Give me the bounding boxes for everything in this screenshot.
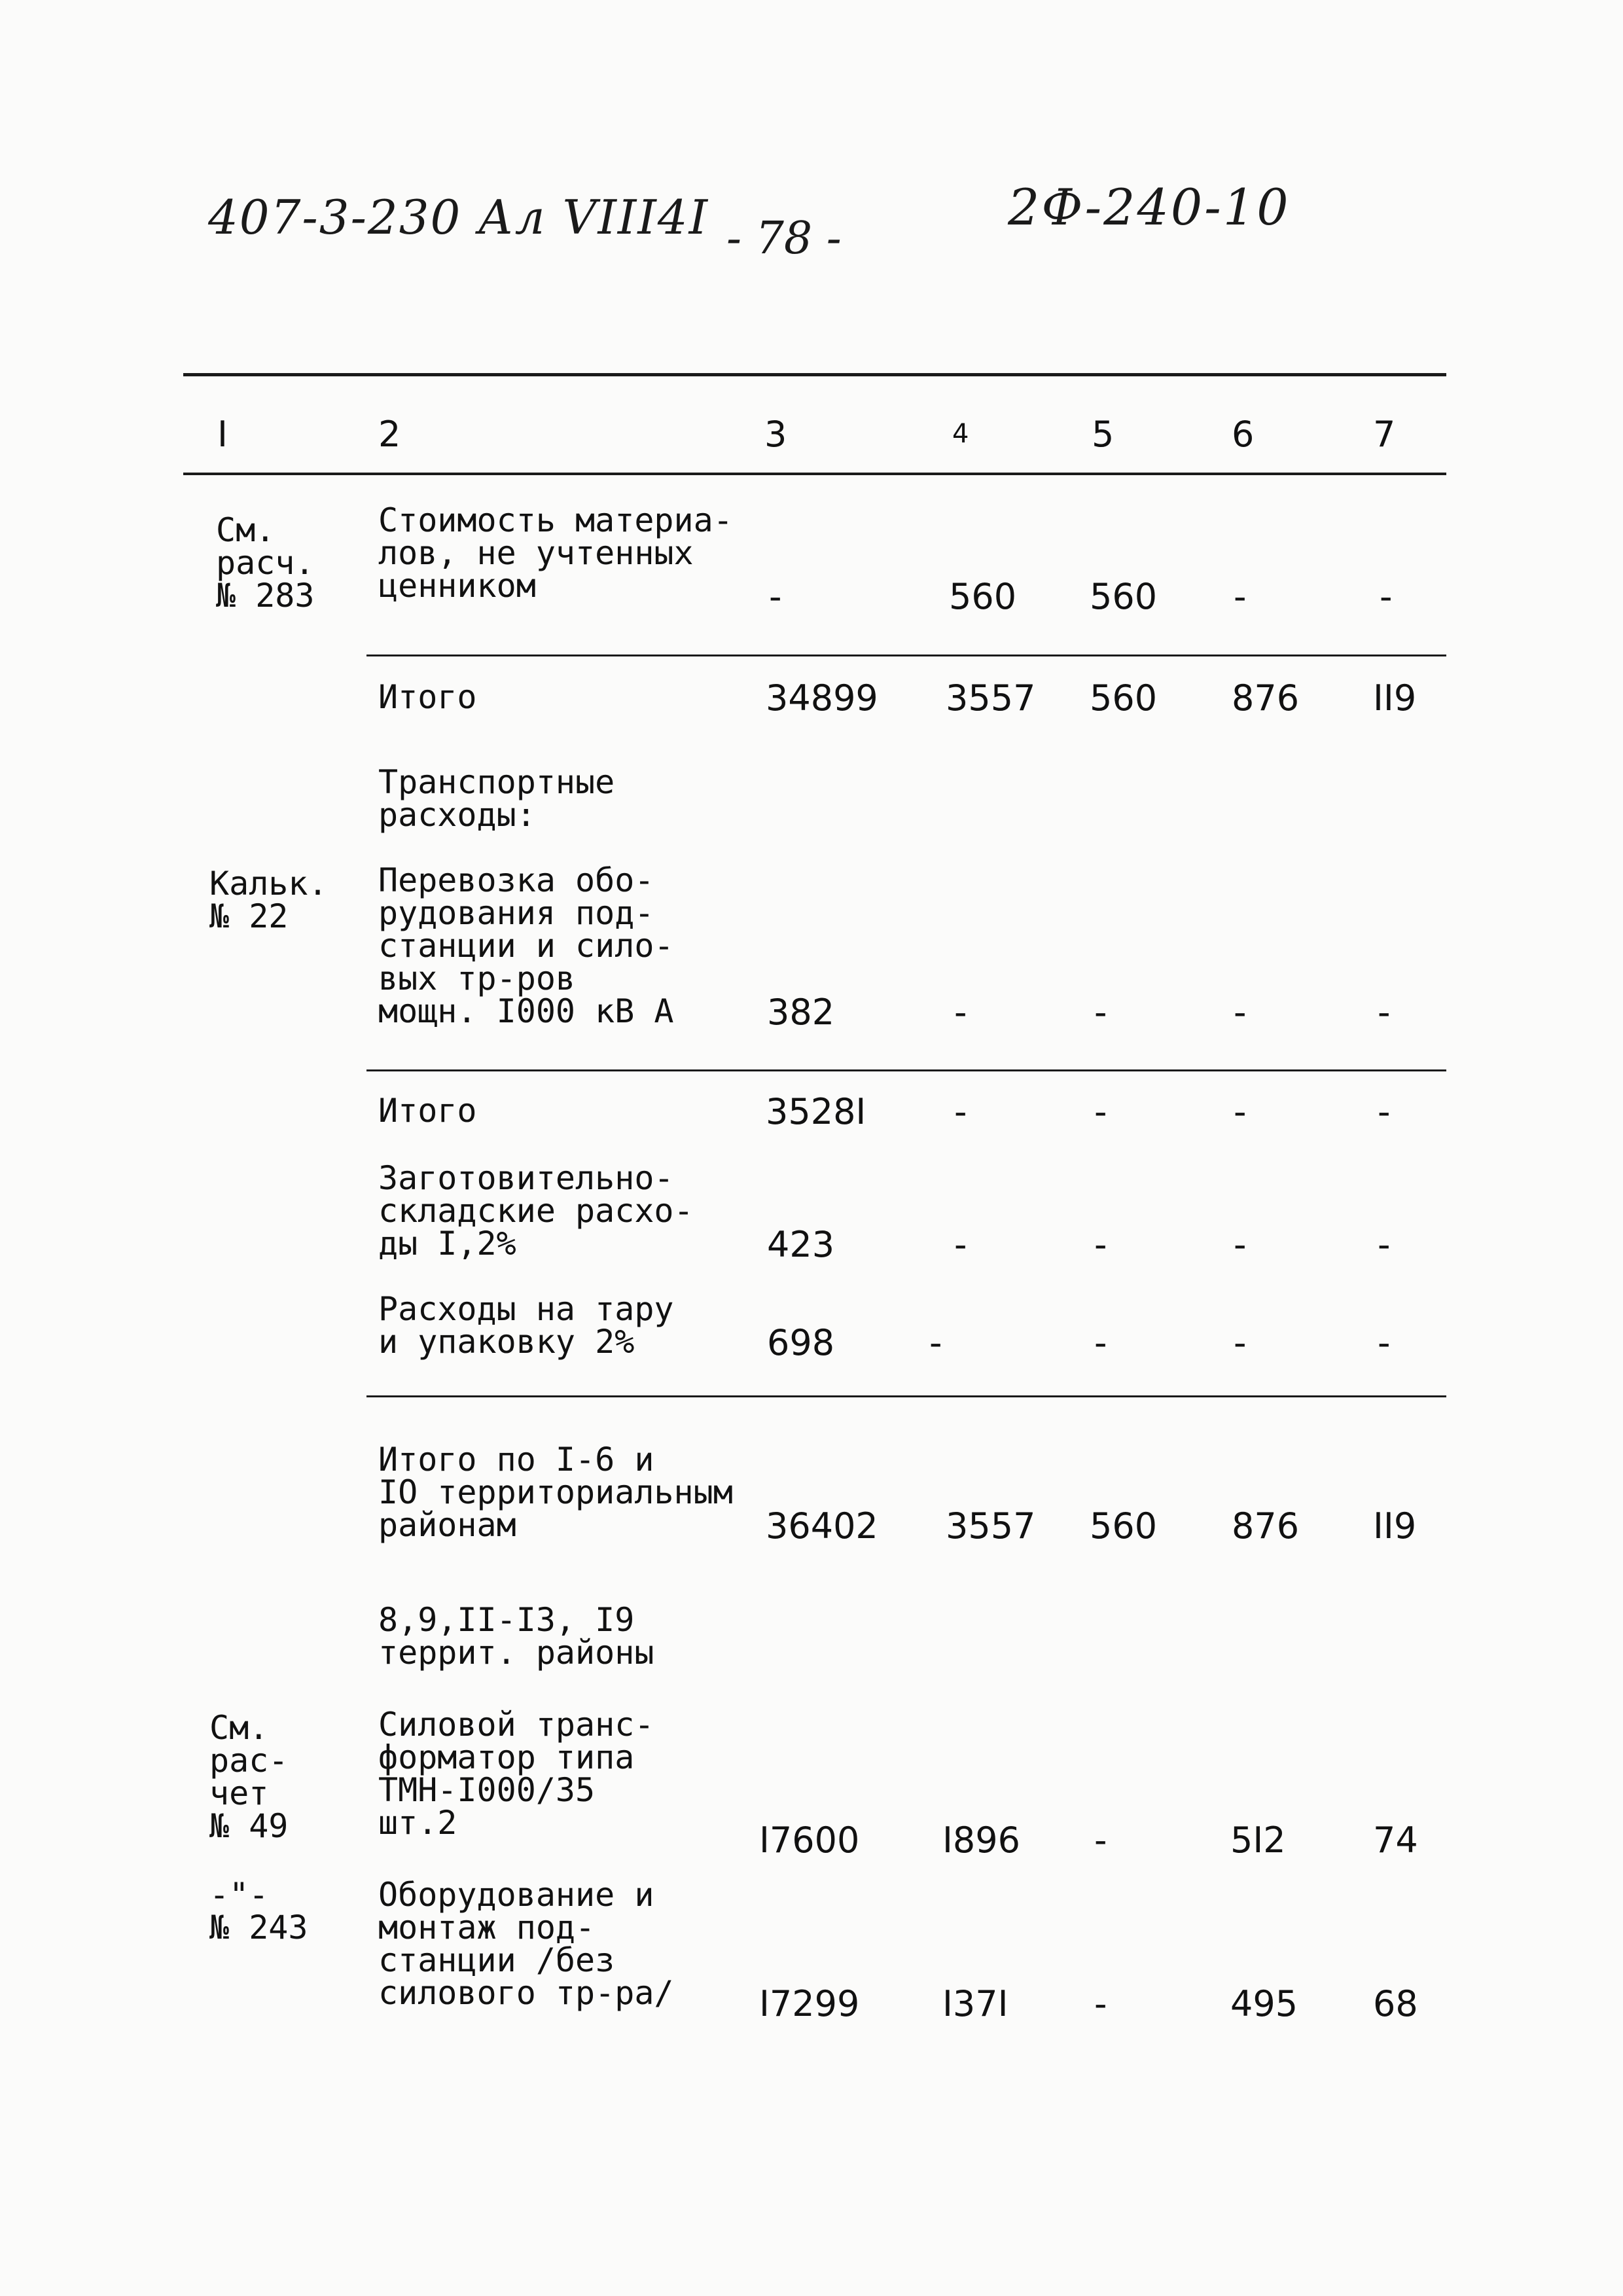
row-description: Расходы на тару и упаковку 2%	[378, 1290, 674, 1361]
row-reference: Кальк. № 22	[209, 865, 328, 935]
cell-col4: I896	[942, 1820, 1020, 1861]
cell-col7: -	[1378, 1322, 1391, 1363]
cell-col4: 3557	[946, 1505, 1036, 1547]
sheet-reference: 2Ф-240-10	[1008, 178, 1291, 236]
cell-col4: 560	[949, 576, 1017, 617]
row-reference: См. расч. № 283	[216, 511, 315, 615]
column-header: 6	[1232, 414, 1255, 455]
row-divider	[366, 1069, 1446, 1071]
column-header: I	[217, 414, 228, 455]
column-header: 3	[764, 414, 787, 455]
row-description: Транспортные расходы:	[378, 763, 615, 834]
header-bottom-rule	[183, 473, 1446, 475]
cell-col3: 3528I	[766, 1091, 866, 1132]
cell-col5: -	[1094, 1224, 1107, 1265]
cell-col4: -	[929, 1322, 942, 1363]
cell-col6: 5I2	[1230, 1820, 1286, 1861]
cell-col4: -	[954, 1224, 967, 1265]
cell-col4: -	[954, 1091, 967, 1132]
column-header: 5	[1092, 414, 1115, 455]
row-description: Итого	[378, 1092, 477, 1130]
cell-col7: II9	[1373, 1505, 1417, 1547]
cell-col6: -	[1234, 1224, 1247, 1265]
cell-col5: -	[1094, 1983, 1107, 2024]
row-divider	[366, 655, 1446, 656]
cell-col7: -	[1380, 576, 1393, 617]
cell-col6: -	[1234, 992, 1247, 1033]
cell-col5: -	[1094, 992, 1107, 1033]
row-description: Стоимость материа- лов, не учтенных ценником	[378, 501, 733, 605]
row-divider	[366, 1395, 1446, 1397]
row-description: Итого	[378, 678, 477, 716]
cell-col4: 3557	[946, 677, 1036, 719]
cell-col6: 495	[1230, 1983, 1298, 2024]
cell-col5: -	[1094, 1322, 1107, 1363]
cell-col3: -	[769, 576, 782, 617]
cell-col7: -	[1378, 992, 1391, 1033]
cell-col5: 560	[1090, 677, 1158, 719]
row-description: Оборудование и монтаж под- станции /без силового тр-ра/	[378, 1876, 674, 2012]
cell-col3: 382	[767, 992, 835, 1033]
cell-col7: 74	[1373, 1820, 1418, 1861]
table-top-rule	[183, 373, 1446, 376]
row-description: 8,9,II-I3, I9 террит. районы	[378, 1601, 654, 1672]
cell-col6: 876	[1232, 1505, 1300, 1547]
cell-col6: 876	[1232, 677, 1300, 719]
row-description: Итого по I-6 и IO территориальным районам	[378, 1441, 733, 1544]
cell-col7: -	[1378, 1091, 1391, 1132]
row-description: Заготовительно- складские расхо- ды I,2%	[378, 1159, 694, 1263]
cell-col3: 36402	[766, 1505, 878, 1547]
row-reference: См. рас- чет № 49	[209, 1709, 289, 1845]
cell-col5: 560	[1090, 576, 1158, 617]
cell-col4: -	[954, 992, 967, 1033]
column-header: 7	[1373, 414, 1396, 455]
cell-col6: -	[1234, 1091, 1247, 1132]
cell-col3: I7299	[759, 1983, 860, 2024]
cell-col5: -	[1094, 1091, 1107, 1132]
cell-col3: 34899	[766, 677, 878, 719]
column-header: 4	[952, 419, 969, 449]
cell-col5: -	[1094, 1820, 1107, 1861]
cell-col3: 698	[767, 1322, 835, 1363]
cell-col7: 68	[1373, 1983, 1418, 2024]
cell-col3: 423	[767, 1224, 835, 1265]
cell-col5: 560	[1090, 1505, 1158, 1547]
cell-col3: I7600	[759, 1820, 860, 1861]
cell-col6: -	[1234, 576, 1247, 617]
cell-col7: II9	[1373, 677, 1417, 719]
row-description: Силовой транс- форматор типа ТМН-I000/35 шт.2	[378, 1706, 654, 1842]
row-reference: -"- № 243	[209, 1876, 308, 1946]
cell-col7: -	[1378, 1224, 1391, 1265]
cell-col6: -	[1234, 1322, 1247, 1363]
page-number: - 78 -	[726, 213, 842, 264]
cell-col4: I37I	[942, 1983, 1008, 2024]
row-description: Перевозка обо- рудования под- станции и сило- вых тр-ров мощн. I000 кВ А	[378, 861, 674, 1030]
column-header: 2	[378, 414, 401, 455]
document-code: 407-3-230 Ал VIII4I	[208, 190, 709, 245]
